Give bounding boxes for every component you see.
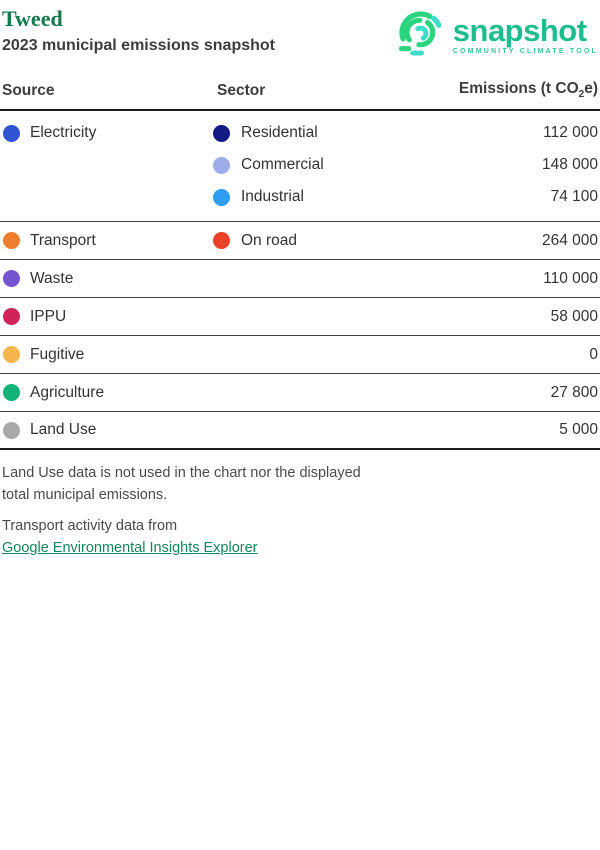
sector-row-industrial [213,181,600,213]
sector-color-dot [213,125,230,142]
table-row-land-use [0,412,600,450]
source-label: Land Use [30,421,97,439]
source-cell [0,384,213,402]
emissions-value: 27 800 [550,383,598,401]
emissions-value: 5 000 [559,421,598,439]
sector-row-residential [213,117,600,149]
footnotes [0,462,600,559]
source-color-dot [3,125,20,142]
emissions-value: 110 000 [543,269,598,287]
source-color-dot [3,346,20,363]
municipality-title: Tweed [2,6,63,31]
sector-label: Industrial [241,188,304,206]
table-row-transport [0,222,600,260]
table-row-waste [0,260,600,298]
source-label: IPPU [30,307,67,325]
column-header-emissions: Emissions (t $CO_2e$) [458,80,598,101]
table-row-fugitive [0,336,600,374]
sector-label: Residential [241,124,318,142]
transport-footnote-text: Transport activity data from [2,518,178,535]
source-cell [0,270,213,288]
sector-label: On road [241,231,298,249]
table-row-agriculture [0,374,600,412]
source-cell [0,421,213,439]
emissions-value: 264 000 [541,231,598,249]
table-row-ippu [0,298,600,336]
sector-group [213,117,600,213]
source-label: Fugitive [30,345,85,363]
land-use-footnote: Land Use data is not used in the chart nor the displayed total municipal emissions. [2,465,361,504]
emissions-value: 148 000 [541,156,598,174]
sector-row-on-road [213,232,297,250]
title-block [2,7,275,55]
sector-color-dot [213,189,230,206]
sector-label: Commercial [241,156,324,174]
emissions-value: 112 000 [543,124,598,142]
snapshot-wordmark: snapshot [452,13,587,48]
source-label: Electricity [30,124,97,142]
page-subtitle: 2023 municipal emissions snapshot [2,37,275,54]
source-color-dot [3,232,20,249]
source-color-dot [3,384,20,401]
sector-row-commercial [213,149,600,181]
column-header-source: Source [2,82,55,100]
emissions-table [0,80,600,450]
table-header-row [0,80,600,111]
snapshot-logo-icon [397,9,444,56]
insights-explorer-link[interactable]: Google Environmental Insights Explorer [2,540,258,557]
source-color-dot [3,422,20,439]
source-label: Waste [30,269,74,287]
page-header [0,7,600,56]
snapshot-tagline: COMMUNITY CLIMATE TOOL [452,48,598,55]
source-label: Transport [30,231,96,249]
source-cell [0,232,213,250]
sector-color-dot [213,232,230,249]
emissions-value: 58 000 [550,307,598,325]
source-label: Agriculture [30,383,105,401]
source-color-dot [3,270,20,287]
transport-data-footnote [2,515,600,559]
source-cell [0,308,213,326]
table-row-electricity [0,111,600,222]
emissions-value: 0 [589,345,598,363]
source-color-dot [3,308,20,325]
source-cell [0,117,213,149]
column-header-sector: Sector [217,82,266,100]
source-cell [0,346,213,364]
snapshot-logo [397,7,598,56]
sector-color-dot [213,157,230,174]
emissions-value: 74 100 [550,188,598,206]
snapshot-logo-text [452,13,598,56]
